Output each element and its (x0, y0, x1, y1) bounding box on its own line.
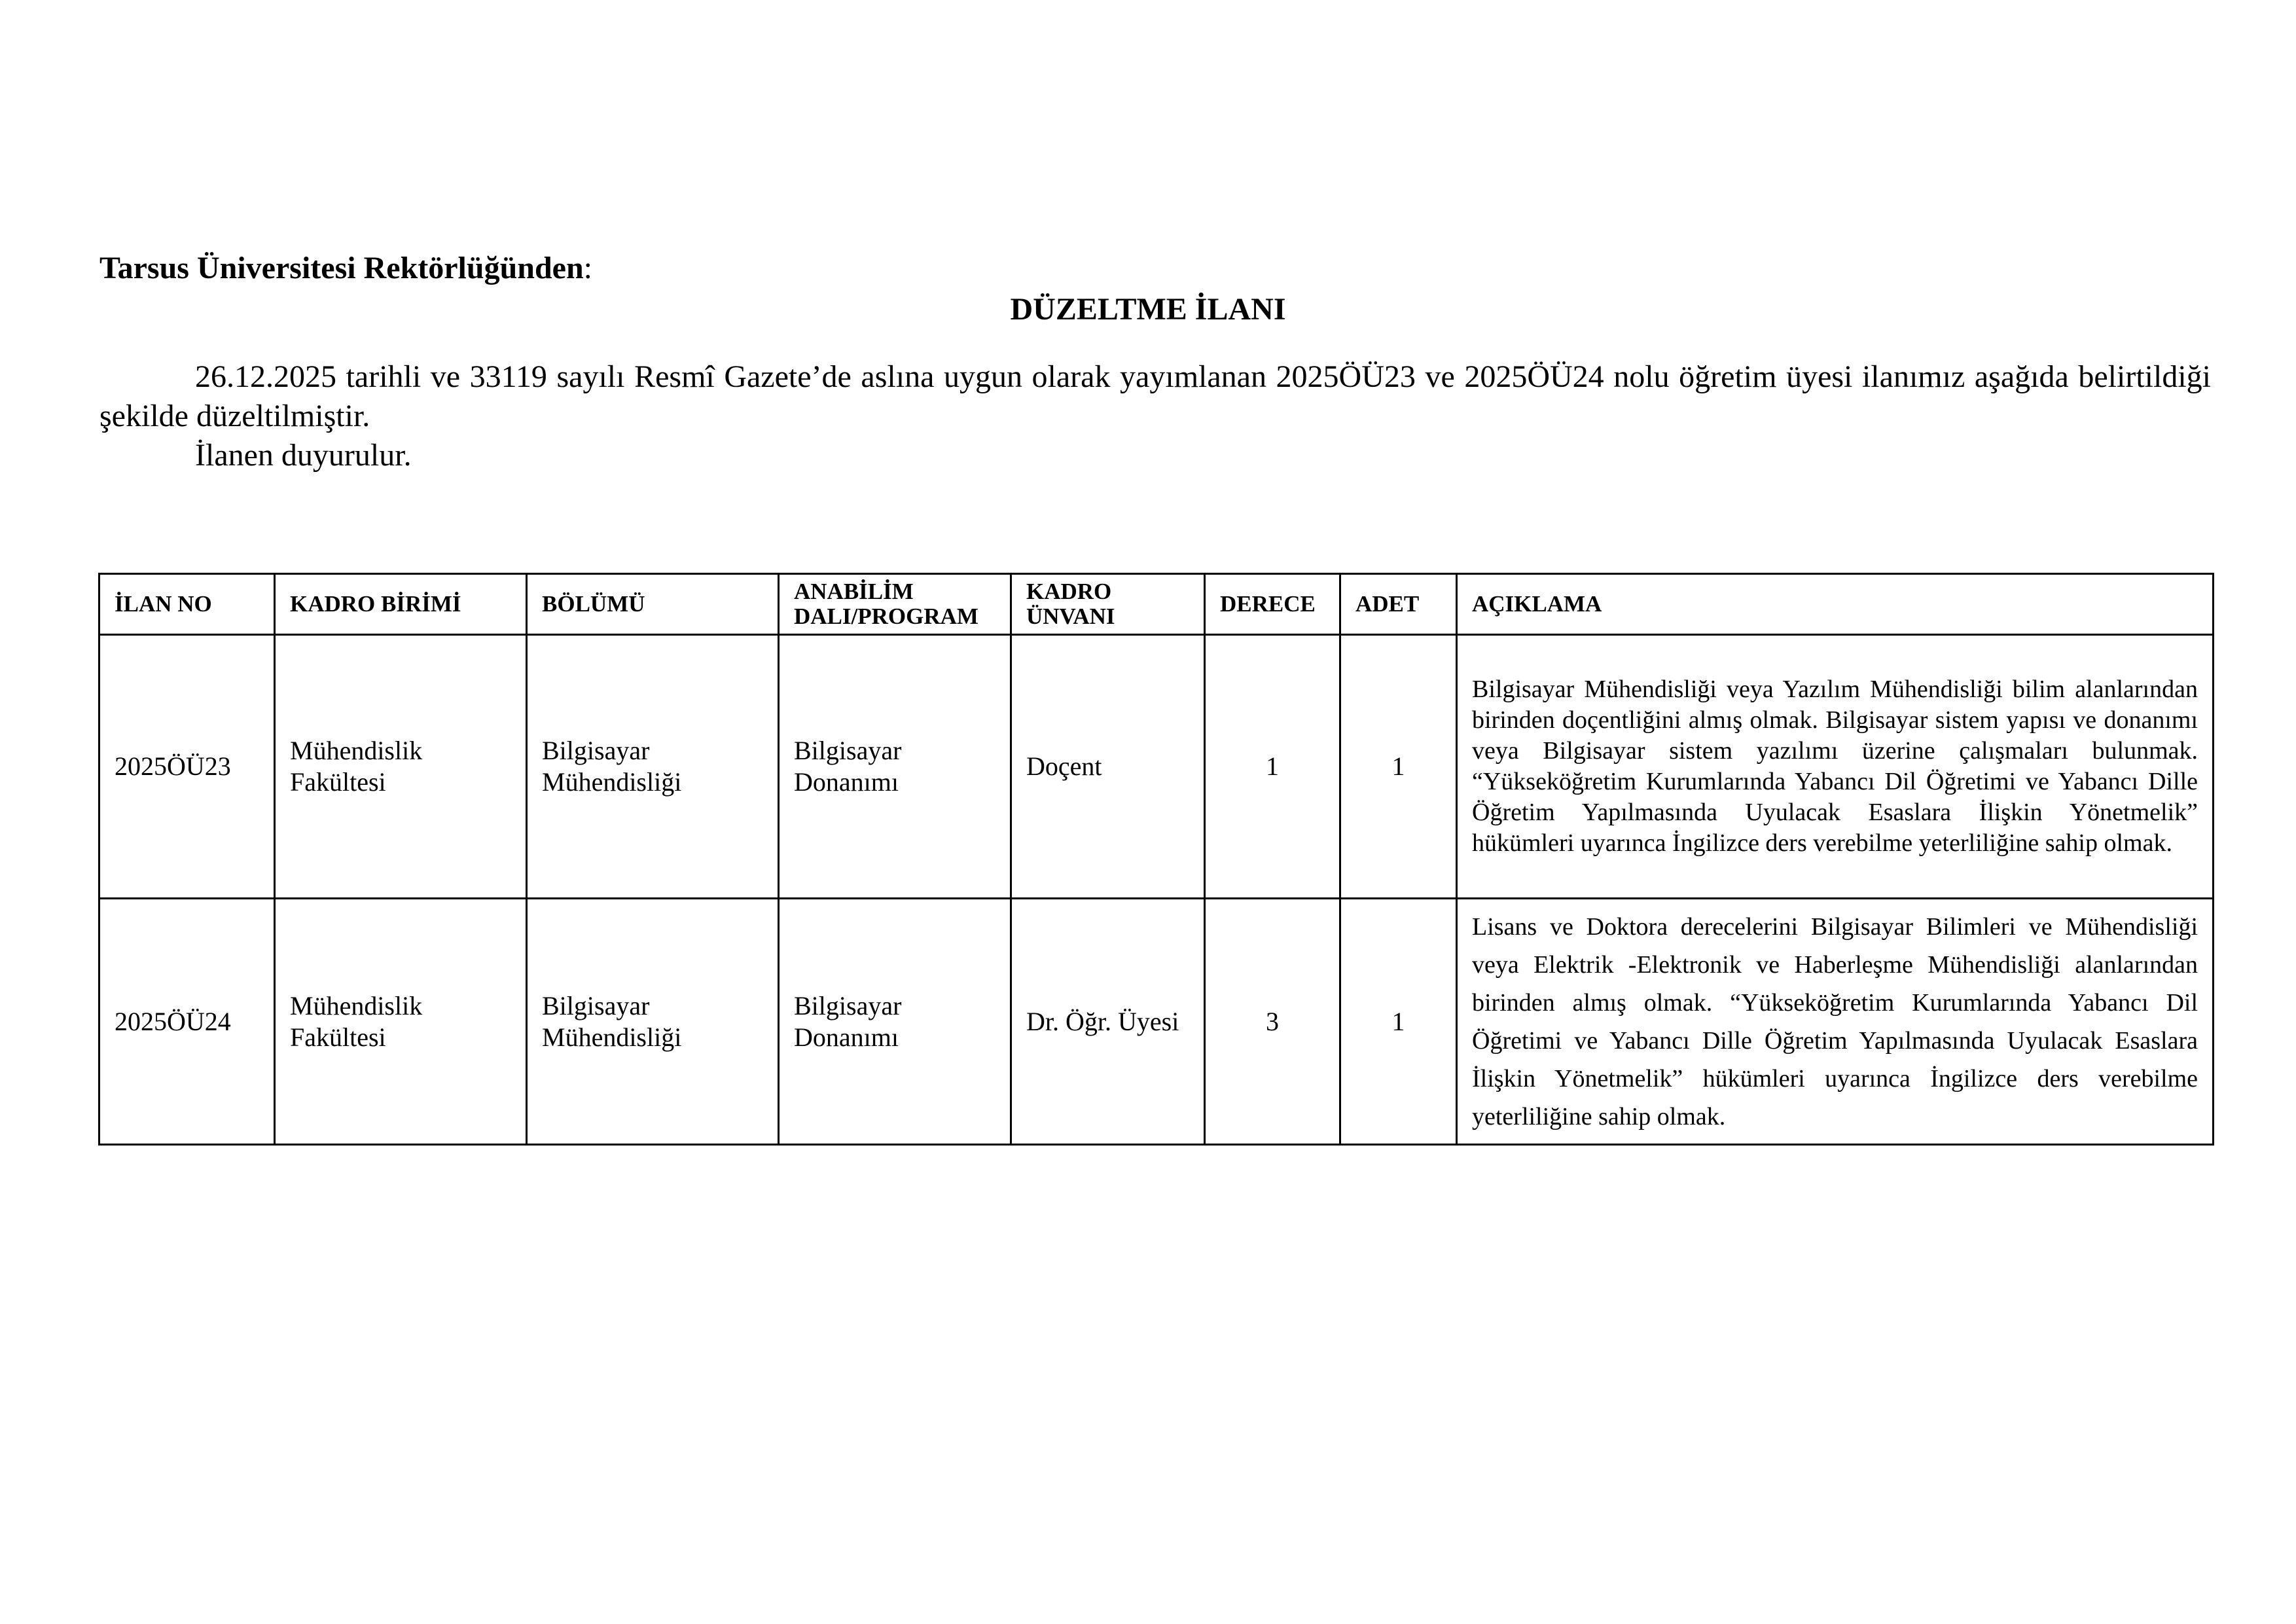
header-kadro-unvani-line1: KADRO (1026, 579, 1112, 604)
cell-aciklama: Lisans ve Doktora derecelerini Bilgisayar Bilimleri ve Mühendisliği veya Elektrik -Elektronik ve Haberleşme Mühendisliği alanlarından birinden almış olmak. “Yükseköğretim Kurumlarında Yabancı Dil Öğretimi ve Yabancı Dille Öğretim Yapılmasında Uyulacak Esaslara İlişkin Yönetmelik” hükümleri uyarınca İngilizce ders verebilme yeterliliğine sahip olmak. (1457, 899, 2214, 1145)
header-aciklama: AÇIKLAMA (1457, 574, 2214, 635)
cell-bolumu-line1: Bilgisayar (542, 990, 650, 1020)
issuer-name: Tarsus Üniversitesi Rektörlüğünden (99, 251, 584, 285)
cell-adet: 1 (1340, 899, 1457, 1145)
table-header-row (99, 574, 2214, 635)
table-row (99, 635, 2214, 899)
cell-derece: 1 (1205, 635, 1340, 899)
header-kadro-unvani (1011, 574, 1205, 635)
header-anabilim-line2: DALI/PROGRAM (794, 604, 978, 629)
table-row (99, 899, 2214, 1145)
cell-kadro-birimi-line2: Fakültesi (290, 767, 386, 797)
cell-bolumu (527, 635, 779, 899)
cell-kadro-birimi (275, 899, 527, 1145)
cell-anabilim-line1: Bilgisayar (794, 736, 902, 765)
cell-kadro-birimi-line2: Fakültesi (290, 1022, 386, 1052)
cell-aciklama: Bilgisayar Mühendisliği veya Yazılım Mühendisliği bilim alanlarından birinden doçentliğini almış olmak. Bilgisayar sistem yapısı ve donanımı veya Bilgisayar sistem yazılımı üzerine çalışmaları bulunmak. “Yükseköğretim Kurumlarında Yabancı Dil Öğretimi ve Yabancı Dille Öğretim Yapılmasında Uyulacak Esaslara İlişkin Yönetmelik” hükümleri uyarınca İngilizce ders verebilme yeterliliğine sahip olmak. (1457, 635, 2214, 899)
issuer-colon: : (583, 251, 593, 285)
cell-anabilim-line2: Donanımı (794, 767, 899, 797)
closing-line: İlanen duyurulur. (195, 438, 412, 473)
header-adet: ADET (1340, 574, 1457, 635)
notice-title: DÜZELTME İLANI (1010, 292, 1286, 327)
cell-anabilim-line1: Bilgisayar (794, 990, 902, 1020)
header-bolumu: BÖLÜMÜ (527, 574, 779, 635)
cell-anabilim-line2: Donanımı (794, 1022, 899, 1052)
cell-kadro-unvani: Dr. Öğr. Üyesi (1011, 899, 1205, 1145)
position-table (98, 573, 2214, 1146)
cell-kadro-unvani: Doçent (1011, 635, 1205, 899)
cell-anabilim (779, 899, 1011, 1145)
header-derece: DERECE (1205, 574, 1340, 635)
header-anabilim (779, 574, 1011, 635)
header-kadro-unvani-line2: ÜNVANI (1026, 604, 1115, 629)
cell-ilan-no: 2025ÖÜ23 (99, 635, 275, 899)
cell-bolumu-line2: Mühendisliği (542, 1022, 682, 1052)
cell-bolumu-line2: Mühendisliği (542, 767, 682, 797)
cell-adet: 1 (1340, 635, 1457, 899)
cell-anabilim (779, 635, 1011, 899)
cell-kadro-birimi (275, 635, 527, 899)
notice-paragraph: 26.12.2025 tarihli ve 33119 sayılı Resmî Gazete’de aslına uygun olarak yayımlanan 2025ÖÜ23 ve 2025ÖÜ24 nolu öğretim üyesi ilanımız aşağıda belirtildiği şekilde düzeltilmiştir. (99, 359, 2211, 433)
header-kadro-birimi: KADRO BİRİMİ (275, 574, 527, 635)
cell-ilan-no: 2025ÖÜ24 (99, 899, 275, 1145)
cell-bolumu (527, 899, 779, 1145)
header-ilan-no: İLAN NO (99, 574, 275, 635)
cell-kadro-birimi-line1: Mühendislik (290, 990, 423, 1020)
cell-kadro-birimi-line1: Mühendislik (290, 736, 423, 765)
header-anabilim-line1: ANABİLİM (794, 579, 914, 604)
cell-derece: 3 (1205, 899, 1340, 1145)
cell-bolumu-line1: Bilgisayar (542, 736, 650, 765)
issuer-line (99, 249, 592, 288)
